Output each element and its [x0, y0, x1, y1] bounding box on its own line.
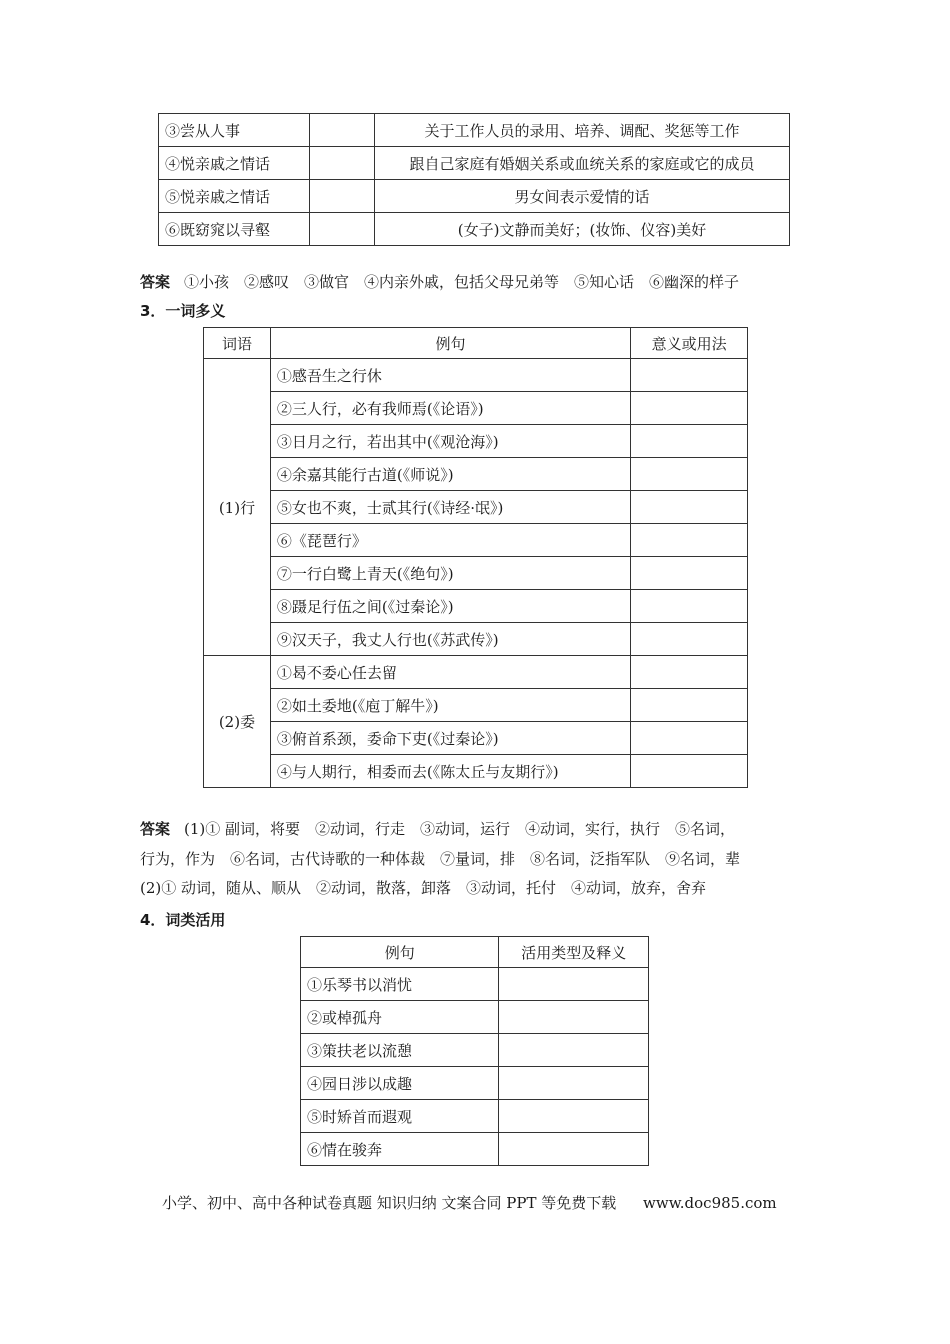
example-cell: ④余嘉其能行古道(《师说》)	[270, 458, 630, 491]
answer-line	[140, 271, 739, 292]
answer-label: 答案	[140, 273, 171, 291]
answer-text: (1)① 副词，将要 ②动词，行走 ③动词，运行 ④动词，实行，执行 ⑤名词，	[184, 820, 736, 838]
example-cell: ③日月之行，若出其中(《观沧海》)	[270, 425, 630, 458]
table-row	[204, 755, 748, 788]
column-header: 例句	[270, 328, 630, 359]
answer-blank	[631, 656, 748, 689]
answer-blank	[631, 590, 748, 623]
table-row	[301, 1133, 649, 1166]
table-row	[301, 968, 649, 1001]
example-cell: ⑦一行白鹭上青天(《绝句》)	[270, 557, 630, 590]
answer-blank	[631, 458, 748, 491]
table-row	[159, 147, 790, 180]
meaning-cell: (女子)文静而美好；(妆饰、仪容)美好	[375, 213, 790, 246]
example-cell: ①感吾生之行休	[270, 359, 630, 392]
table-row	[204, 524, 748, 557]
example-cell: ⑧蹑足行伍之间(《过秦论》)	[270, 590, 630, 623]
example-cell: ④悦亲戚之情话	[159, 147, 310, 180]
table-row	[301, 1001, 649, 1034]
example-cell: ⑤悦亲戚之情话	[159, 180, 310, 213]
word-usage-table	[300, 936, 649, 1166]
example-cell: ④与人期行，相委而去(《陈太丘与友期行》)	[270, 755, 630, 788]
footer-url[interactable]: www.doc985.com	[643, 1194, 777, 1212]
example-cell: ②三人行，必有我师焉(《论语》)	[270, 392, 630, 425]
example-cell: ①乐琴书以消忧	[301, 968, 499, 1001]
answer-blank	[631, 359, 748, 392]
example-cell: ⑤时矫首而遐观	[301, 1100, 499, 1133]
example-cell: ②如土委地(《庖丁解牛》)	[270, 689, 630, 722]
meaning-cell: 男女间表示爱情的话	[375, 180, 790, 213]
table-header-row	[204, 328, 748, 359]
answer-blank	[499, 1100, 649, 1133]
table-row	[204, 689, 748, 722]
example-cell: ⑥情在骏奔	[301, 1133, 499, 1166]
table-row	[301, 1067, 649, 1100]
answer-blank	[499, 1001, 649, 1034]
answer-blank	[499, 968, 649, 1001]
table-row	[204, 656, 748, 689]
section-heading	[140, 909, 225, 930]
example-cell: ②或棹孤舟	[301, 1001, 499, 1034]
column-header: 活用类型及释义	[499, 937, 649, 968]
answer-text: 行为，作为 ⑥名词，古代诗歌的一种体裁 ⑦量词，排 ⑧名词，泛指军队 ⑨名词，辈	[140, 850, 741, 868]
answer-text: ①小孩 ②感叹 ③做官 ④内亲外戚，包括父母兄弟等 ⑤知心话 ⑥幽深的样子	[184, 273, 740, 291]
answer-label: 答案	[140, 820, 171, 838]
answer-text: (2)① 动词，随从、顺从 ②动词，散落，卸落 ③动词，托付 ④动词，放弃，舍弃	[140, 879, 707, 897]
column-header: 例句	[301, 937, 499, 968]
answer-blank	[631, 557, 748, 590]
table-row	[301, 1034, 649, 1067]
answer-blank	[631, 491, 748, 524]
answer-line	[140, 818, 735, 839]
table-row	[204, 392, 748, 425]
blank-cell	[310, 114, 375, 147]
answer-blank	[631, 722, 748, 755]
blank-cell	[310, 180, 375, 213]
answer-line	[140, 877, 706, 898]
example-cell: ③俯首系颈，委命下吏(《过秦论》)	[270, 722, 630, 755]
table-row	[204, 458, 748, 491]
table-row	[204, 557, 748, 590]
answer-blank	[499, 1034, 649, 1067]
answer-blank	[631, 392, 748, 425]
answer-blank	[631, 623, 748, 656]
example-cell: ⑥《琵琶行》	[270, 524, 630, 557]
footer-text: 小学、初中、高中各种试卷真题 知识归纳 文案合同 PPT 等免费下载	[162, 1194, 617, 1212]
meaning-cell: 跟自己家庭有婚姻关系或血统关系的家庭或它的成员	[375, 147, 790, 180]
example-cell: ①曷不委心任去留	[270, 656, 630, 689]
column-header: 意义或用法	[631, 328, 748, 359]
table-row	[301, 1100, 649, 1133]
page-footer	[162, 1192, 777, 1213]
table-row	[204, 359, 748, 392]
answer-blank	[631, 425, 748, 458]
answer-blank	[499, 1067, 649, 1100]
example-cell: ③策扶老以流憩	[301, 1034, 499, 1067]
section-heading	[140, 300, 225, 321]
column-header: 词语	[204, 328, 271, 359]
table-row	[159, 114, 790, 147]
section-title: 4．词类活用	[140, 911, 226, 929]
table-row	[159, 180, 790, 213]
example-cell: ⑨汉天子，我丈人行也(《苏武传》)	[270, 623, 630, 656]
blank-cell	[310, 213, 375, 246]
word-meaning-table	[158, 113, 790, 246]
table-row	[204, 590, 748, 623]
answer-blank	[631, 689, 748, 722]
example-cell: ④园日涉以成趣	[301, 1067, 499, 1100]
section-title: 3．一词多义	[140, 302, 226, 320]
table-row	[204, 491, 748, 524]
table-row	[159, 213, 790, 246]
word-cell: (2)委	[204, 656, 271, 788]
answer-blank	[631, 524, 748, 557]
word-cell: (1)行	[204, 359, 271, 656]
example-cell: ⑥既窈窕以寻壑	[159, 213, 310, 246]
table-header-row	[301, 937, 649, 968]
answer-line	[140, 848, 740, 869]
meaning-cell: 关于工作人员的录用、培养、调配、奖惩等工作	[375, 114, 790, 147]
example-cell: ③尝从人事	[159, 114, 310, 147]
table-row	[204, 722, 748, 755]
example-cell: ⑤女也不爽，士贰其行(《诗经·氓》)	[270, 491, 630, 524]
blank-cell	[310, 147, 375, 180]
answer-blank	[631, 755, 748, 788]
table-row	[204, 425, 748, 458]
answer-blank	[499, 1133, 649, 1166]
polysemy-table	[203, 327, 748, 788]
table-row	[204, 623, 748, 656]
